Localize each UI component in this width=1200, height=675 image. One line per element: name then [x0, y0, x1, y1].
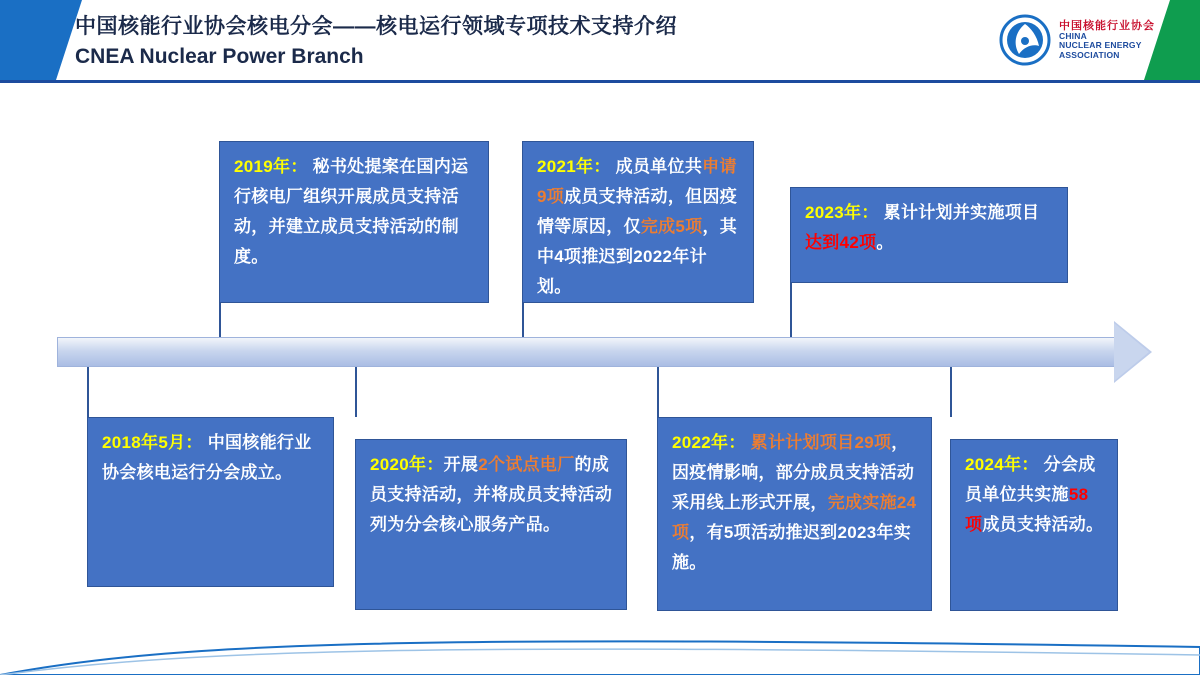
event-2022-text-2: ，有5项活动推迟到2023年实施。 — [672, 523, 912, 572]
event-2022-year: 2022年： — [672, 433, 746, 452]
event-2024-year: 2024年： — [965, 455, 1039, 474]
event-2021-year: 2021年： — [537, 157, 611, 176]
event-card-2021[interactable] — [522, 141, 754, 303]
footer-swoosh-icon — [0, 635, 1200, 675]
event-card-2019[interactable] — [219, 141, 489, 303]
event-2023-text-2: 。 — [876, 233, 894, 252]
event-2024-text-2: 成员支持活动。 — [982, 515, 1104, 534]
event-card-2022[interactable] — [657, 417, 932, 611]
cnea-logo-text — [1059, 20, 1155, 61]
connector-2024 — [950, 367, 952, 417]
event-2022-highlight-2: 完成实施24项 — [672, 493, 917, 542]
logo-text-en-3: ASSOCIATION — [1059, 49, 1120, 60]
title-chinese: 中国核能行业协会核电分会——核电运行领域专项技术支持介绍 — [75, 15, 677, 38]
event-2023-text-1: 累计计划并实施项目 — [878, 203, 1040, 222]
event-2020-highlight-1: 2个试点电厂 — [478, 455, 575, 474]
header-left-accent-bar — [0, 0, 56, 80]
event-card-2020[interactable] — [355, 439, 627, 610]
timeline-arrow-head-inner — [1114, 323, 1149, 381]
header-right-accent-bar — [1170, 0, 1200, 80]
footer-decoration — [0, 635, 1200, 675]
event-2021-text-2: 成员支持活动，但因疫情等原因，仅 — [537, 187, 738, 236]
connector-2018 — [87, 367, 89, 417]
event-card-2018[interactable] — [87, 417, 334, 587]
event-2018-year: 2018年5月： — [102, 433, 203, 452]
event-2022-text-1: ，因疫情影响，部分成员支持活动采用线上形式开展， — [672, 433, 915, 512]
connector-2019 — [219, 302, 221, 338]
event-2020-text-1: 开展 — [443, 455, 479, 474]
connector-2022 — [657, 367, 659, 417]
event-card-2024[interactable] — [950, 439, 1118, 611]
logo-text-en-1: CHINA — [1059, 30, 1087, 41]
event-2024-text-1: 分会成员单位共实施 — [965, 455, 1096, 504]
timeline-arrow-body — [57, 337, 1115, 367]
logo-text-en-2: NUCLEAR ENERGY — [1059, 40, 1142, 51]
event-2021-highlight-2: 完成5项 — [640, 217, 703, 236]
event-2019-body: 秘书处提案在国内运行核电厂组织开展成员支持活动，并建立成员支持活动的制度。 — [234, 157, 469, 266]
event-2019-year: 2019年： — [234, 157, 308, 176]
event-2021-highlight-1: 申请9项 — [537, 157, 737, 206]
timeline-diagram — [0, 83, 1200, 675]
event-2021-text-3: ，其中4项推迟到2022年计划。 — [537, 217, 738, 296]
event-card-2023[interactable] — [790, 187, 1068, 283]
cnea-logo-icon — [999, 14, 1051, 66]
event-2022-highlight-1: 累计计划项目29项 — [745, 433, 892, 452]
event-2018-body: 中国核能行业协会核电运行分会成立。 — [102, 433, 312, 482]
title-english: CNEA Nuclear Power Branch — [75, 45, 364, 68]
event-2021-text-1: 成员单位共 — [610, 157, 703, 176]
event-2020-year: 2020年： — [370, 455, 444, 474]
cnea-logo — [999, 14, 1155, 66]
connector-2020 — [355, 367, 357, 417]
event-2023-highlight-1: 达到42项 — [805, 233, 877, 252]
connector-2021 — [522, 302, 524, 338]
logo-text-chinese: 中国核能行业协会 — [1059, 19, 1155, 32]
event-2023-year: 2023年： — [805, 203, 879, 222]
event-2024-highlight-1: 58项 — [965, 485, 1089, 534]
slide-header — [0, 0, 1200, 83]
connector-2023 — [790, 283, 792, 338]
event-2020-text-2: 的成员支持活动，并将成员支持活动列为分会核心服务产品。 — [370, 455, 613, 534]
page-title — [75, 12, 677, 72]
